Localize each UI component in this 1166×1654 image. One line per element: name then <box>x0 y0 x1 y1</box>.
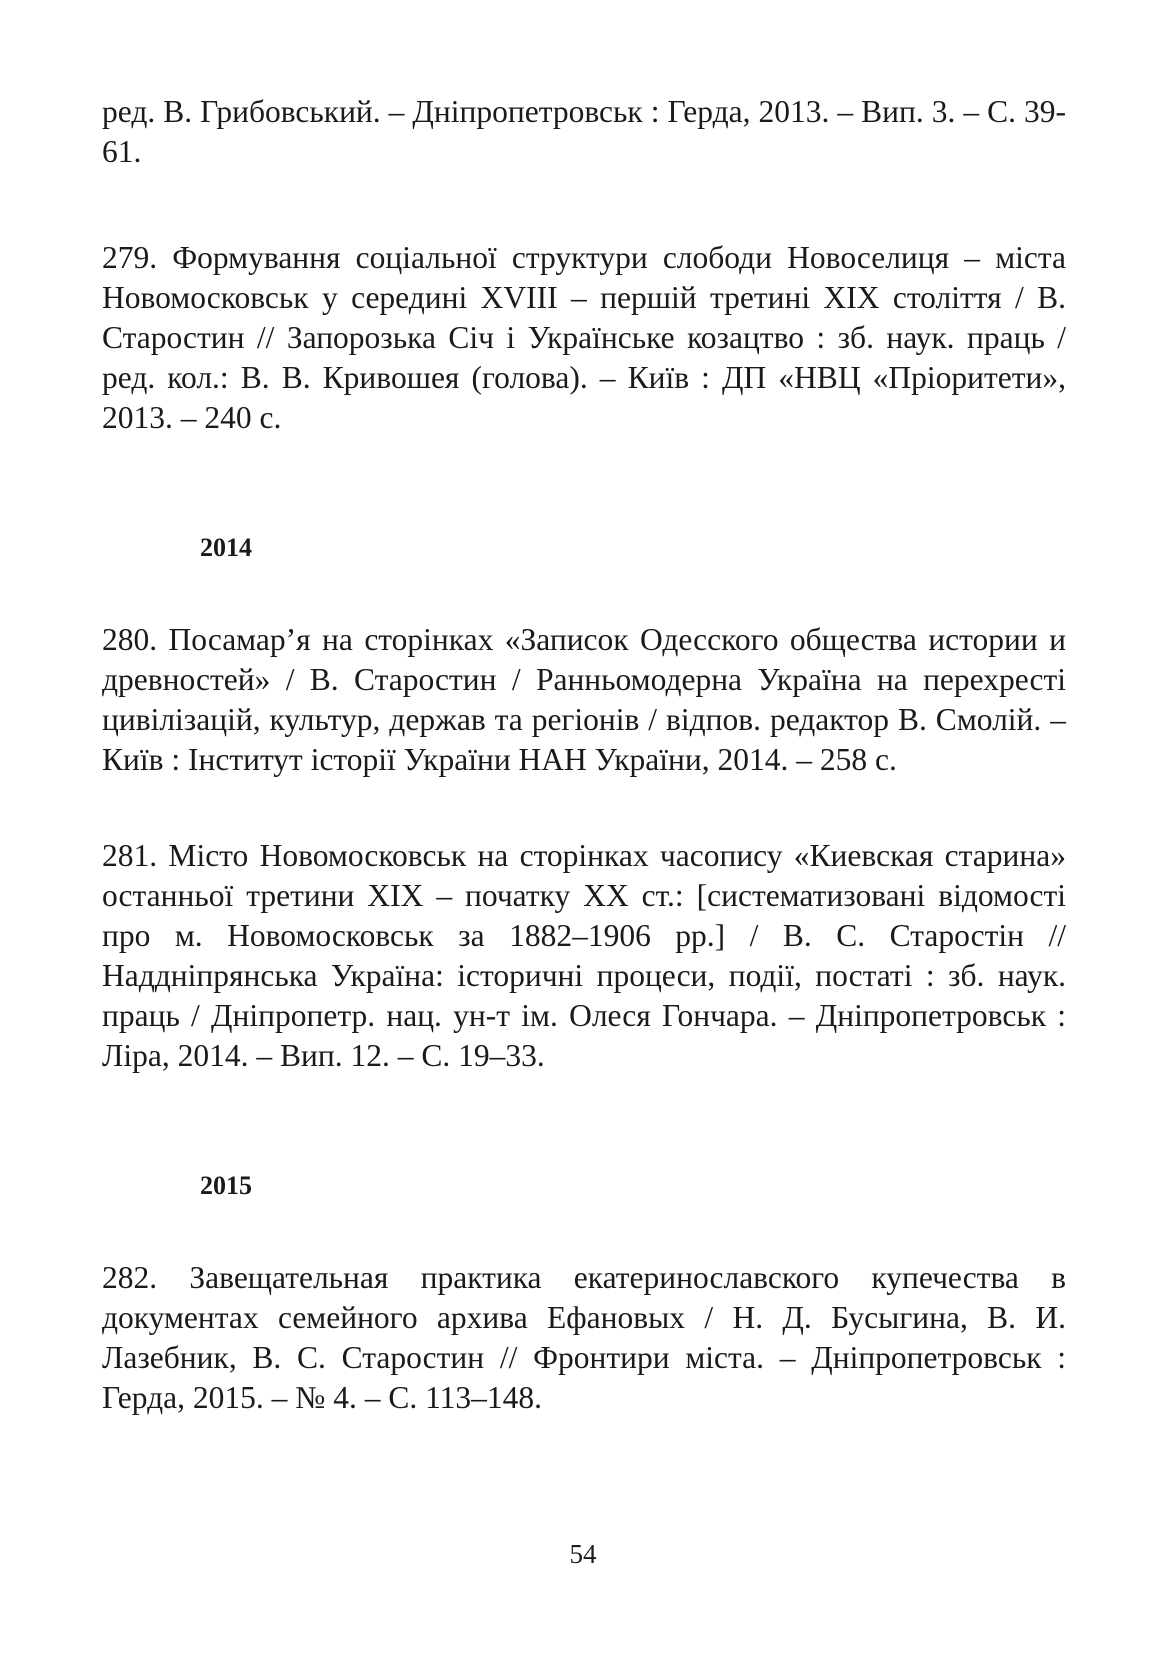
entry-continuation: ред. В. Грибовський. – Дніпропетровськ : Герда, 2013. – Вип. 3. – С. 39-61. <box>102 94 1066 169</box>
entry-282: 282. Завещательная практика екатеринославского купечества в документах семейного архива Ефановых / Н. Д. Бусыгина, В. И. Лазебник, В. С. Старостин // Фронтири міста. – Дніпропетровськ : Герда, 2015. – № 4. – С. 113–148. <box>102 1260 1066 1415</box>
entry-279: 279. Формування соціальної структури слободи Новоселиця – міста Новомосковськ у середині XVIII – першій третині XIX століття / В. Старостин // Запорозька Січ і Українське козацтво : зб. наук. праць / ред. кол.: В. В. Кривошея (голова). – Київ : ДП «НВЦ «Пріоритети», 2013. – 240 с. <box>102 240 1066 435</box>
page-body <box>102 92 1066 1418</box>
year-heading-2015: 2015 <box>200 1171 252 1200</box>
year-heading-2014: 2014 <box>200 533 252 562</box>
page-number: 54 <box>569 1539 597 1569</box>
entry-280: 280. Посамар’я на сторінках «Записок Одесского общества истории и древностей» / В. Старостин / Ранньомодерна Україна на перехресті цивілізацій, культур, держав та регіонів / відпов. редактор В. Смолій. – Київ : Інститут історії України НАН України, 2014. – 258 с. <box>102 622 1066 777</box>
entry-281: 281. Місто Новомосковськ на сторінках часопису «Киевская старина» останньої третини XIX – початку XX ст.: [систематизовані відомості про м. Новомосковськ за 1882–1906 рр.] / В. С. Старостін // Наддніпрянська Україна: історичні процеси, події, постаті : зб. наук. праць / Дніпропетр. нац. ун-т ім. Олеся Гончара. – Дніпропетровськ : Ліра, 2014. – Вип. 12. – С. 19–33. <box>102 838 1066 1073</box>
